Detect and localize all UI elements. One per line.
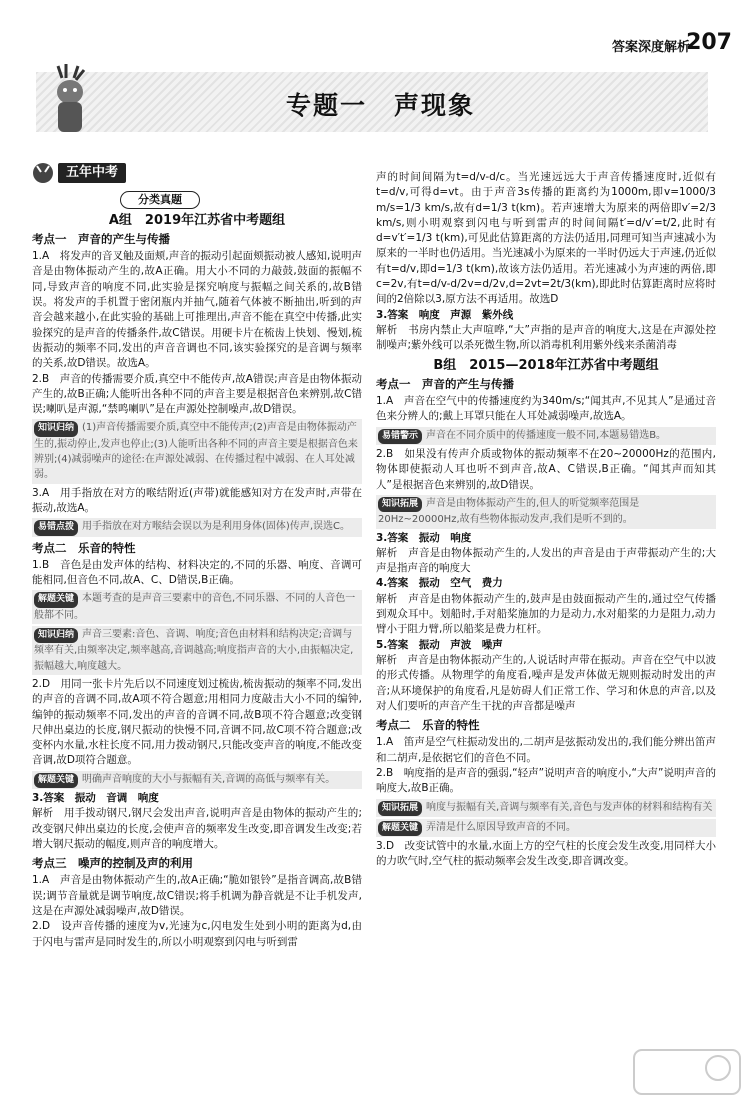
five-year-badge [32, 162, 126, 184]
tip-text: 弄清是什么原因导致声音的不同。 [426, 821, 577, 833]
section-label: 答案深度解析 [611, 40, 690, 55]
answer-item: 2.B 如果没有传声介质或物体的振动频率不在20~20000Hz的范围内,物体即使振动人耳也听不到声音,故A、C错误,B正确。“闻其声而知其人”是根据音色来辨别的,故D错误。 [376, 448, 716, 491]
watermark-logo [632, 1046, 742, 1098]
tip-text: 明确声音响度的大小与振幅有关,音调的高低与频率有关。 [82, 773, 336, 785]
analysis-text: 解析 声音是由物体振动产生的,鼓声是由鼓面振动产生的,通过空气传播到观众耳中。划船时,手对船桨施加的力是动力,水对船桨的力是阻力,动力臂小于阻力臂,所以船桨是费力杠杆。 [376, 592, 716, 636]
category-tag: 分类真题 [120, 191, 200, 208]
answer-item: 2.B 声音的传播需要介质,真空中不能传声,故A错误;声音是由物体振动产生的,故B正确;人能听出各种不同的声音主要是根据音色来辨别,故C错误;喇叭是声源,“禁鸣喇叭”是在声源处控制噪声,故D错误。 [32, 372, 362, 416]
tip-chip: 解题关键 [34, 773, 78, 788]
tip-box [32, 419, 362, 483]
tip-chip: 易错警示 [378, 429, 422, 444]
analysis-text: 声的时间间隔为t=d/v-d/c。当光速远远大于声音传播速度时,近似有t=d/v,可得d=vt。由于声音3s传播的距离约为1000m,即v=1000/3 m/s=1/3 km/s,故有d=1/3 t(km)。若声速增大为原来的两倍即v′=2/3 km/s,则小明观察到闪电与听到雷声的时间间隔t′=d/v′=t/2,此时有d=v′t′=1/3 t(km),可见此估算距离的方法仍适用,同理可知当声速减小为原来的一半时也仍适用。当光速减小为原来的一半时仍远大于声速,仍近似有t=d/v,即d=1/3 t(km),故该方法仍适用。若光速减小为声速的两倍,即c=2v,有t=d/v-d/2v=d/2v,d=2vt=2t/3(km),即此时估算距离时应将时间的2倍除以3,原方法不再适用。故选D [376, 171, 716, 306]
topic-heading: 考点二 乐音的特性 [376, 718, 480, 733]
topic-heading: 考点一 声音的产生与传播 [32, 231, 170, 246]
tip-box [32, 590, 362, 624]
tip-text: (1)声音传播需要介质,真空中不能传声;(2)声音是由物体振动产生的,振动停止,发声也停止;(3)人能听出各种不同的声音主要是根据音色来辨别;(4)减弱噪声的途径:在声源处减弱、在传播过程中减弱、在人耳处减弱。 [34, 422, 358, 481]
tip-text: 声音是由物体振动产生的,但人的听觉频率范围是20Hz~20000Hz,故有些物体振动发声,我们是听不到的。 [378, 497, 640, 526]
answer-item: 4.答案 振动 空气 费力 [376, 577, 503, 590]
tip-chip: 知识拓展 [378, 801, 422, 816]
tip-box [376, 495, 716, 529]
answer-item: 2.B 响度指的是声音的强弱,“轻声”说明声音的响度小,“大声”说明声音的响度大,故B正确。 [376, 766, 716, 795]
answer-item: 1.A 笛声是空气柱振动发出的,二胡声是弦振动发出的,我们能分辨出笛声和二胡声,是依据它们的音色不同。 [376, 736, 716, 764]
tip-text: 声音在不同介质中的传播速度一般不同,本题易错选B。 [426, 429, 667, 441]
deer-badge-icon [32, 162, 54, 184]
right-column [376, 170, 716, 870]
tip-chip: 知识拓展 [378, 497, 422, 512]
topic-heading: 考点三 噪声的控制及声的利用 [32, 856, 193, 871]
answer-item: 2.D 设声音传播的速度为v,光速为c,闪电发生处到小明的距离为d,由于闪电与雷声是同时发生的,所以小明观察到闪电与听到雷 [32, 920, 362, 948]
answer-item: 3.A 用手指放在对方的喉结附近(声带)就能感知对方在发声时,声带在振动,故选A。 [32, 486, 362, 514]
page-number: 207 [686, 30, 732, 55]
tip-box [32, 518, 362, 536]
tip-text: 本题考查的是声音三要素中的音色,不同乐器、不同的人音色一般都不同。 [34, 593, 356, 621]
tip-text: 响度与振幅有关,音调与频率有关,音色与发声体的材料和结构有关 [426, 801, 713, 813]
analysis-text: 解析 声音是由物体振动产生的,人说话时声带在振动。声音在空气中以波的形式传播。从物理学的角度看,噪声是发声体做无规则振动时发出的声音;从环境保护的角度看,凡是妨碍人们正常工作、学习和休息的声音,以及对人们要听的声音产生干扰的声音都是噪声 [376, 653, 716, 712]
tip-box [376, 799, 716, 817]
answer-item: 5.答案 振动 声波 噪声 [376, 638, 503, 651]
answer-item: 2.D 用同一张卡片先后以不同速度划过梳齿,梳齿振动的频率不同,发出的声音的音调不同,故A项不符合题意;用相同力度敲击大小不同的编钟,编钟的振动频率不同,发出的声音的音调不同,故B项不符合题意;改变钢尺伸出桌边的长度,钢尺振动的快慢不同,音调不同,故C项不符合题意;改变杯内水量,水柱长度不同,用力拨动钢尺,只能改变声音的响度,不能改变音调,故D项符合题意。 [32, 677, 362, 767]
answer-item: 1.A 将发声的音叉触及面颊,声音的振动引起面颊振动被人感知,说明声音是由物体振动产生的,故A正确。用大小不同的力敲鼓,鼓面的振幅不同,导致声音的响度不同,此实验是探究响度与振幅之间关系的,故B错误。将发声的手机置于密闭瓶内并抽气,随着气体被不断抽出,听到的声音会越来越小,在此实验的基础上可推理出,声音不能在真空中传播,此实验探究的是声音的传播条件,故C错误。用硬卡片在梳齿上快划、慢划,梳齿振动的频率不同,发出的声音音调也不同,该实验探究的是音调与频率的关系,故D错误。故选A。 [32, 250, 362, 370]
chapter-title: 专题一 声现象 [286, 91, 476, 120]
tip-box [376, 427, 716, 445]
analysis-text: 解析 书房内禁止大声喧哗,“大”声指的是声音的响度大,这是在声源处控制噪声;紫外线可以杀死微生物,所以消毒机利用紫外线来杀菌消毒 [376, 323, 716, 352]
tip-box [32, 626, 362, 675]
answer-item: 1.A 声音是由物体振动产生的,故A正确;“脆如银铃”是指音调高,故B错误;调节音量就是调节响度,故C错误;将手机调为静音就是不让手机发声,这是在声源处减弱噪声,故D错误。 [32, 874, 362, 918]
tip-chip: 易错点拨 [34, 520, 78, 535]
page-header [0, 0, 750, 62]
group-heading: A组 2019年江苏省中考题组 [108, 212, 286, 228]
left-column [32, 162, 362, 950]
topic-heading: 考点二 乐音的特性 [32, 540, 136, 555]
five-year-label: 五年中考 [58, 163, 126, 182]
analysis-text: 解析 声音是由物体振动产生的,人发出的声音是由于声带振动产生的;大声是指声音的响度大 [376, 546, 716, 575]
answer-item: 3.答案 振动 音调 响度 [32, 791, 159, 804]
title-banner [36, 72, 708, 132]
deer-mascot-icon [44, 62, 96, 136]
answer-item: 1.B 音色是由发声体的结构、材料决定的,不同的乐器、响度、音调可能相同,但音色不同,故A、C、D错误,B正确。 [32, 558, 362, 587]
tip-box [32, 771, 362, 789]
tip-chip: 解题关键 [378, 821, 422, 836]
tip-text: 声音三要素:音色、音调、响度;音色由材料和结构决定;音调与频率有关,由频率决定,频率越高,音调越高;响度指声音的大小,由振幅决定,振幅越大,响度越大。 [34, 629, 354, 672]
tip-chip: 知识归纳 [34, 628, 78, 643]
answer-item: 3.答案 响度 声源 紫外线 [376, 308, 514, 321]
tip-box [376, 819, 716, 837]
analysis-text: 解析 用手拨动钢尺,钢尺会发出声音,说明声音是由物体的振动产生的;改变钢尺伸出桌边的长度,会使声音的频率发生改变,即音调发生改变;若增大钢尺振动的幅度,则声音的响度增大。 [32, 807, 362, 850]
topic-heading: 考点一 声音的产生与传播 [376, 376, 514, 391]
answer-item: 3.D 改变试管中的水量,水面上方的空气柱的长度会发生改变,用同样大小的力吹气时,空气柱的振动频率会发生改变,即音调改变。 [376, 840, 716, 868]
answer-item: 1.A 声音在空气中的传播速度约为340m/s;“闻其声,不见其人”是通过音色来分辨人的;戴上耳罩只能在人耳处减弱噪声,故选A。 [376, 395, 716, 423]
tip-chip: 解题关键 [34, 592, 78, 607]
group-heading: B组 2015—2018年江苏省中考题组 [433, 357, 659, 373]
tip-text: 用手指放在对方喉结会误以为是利用身体(固体)传声,误选C。 [82, 521, 350, 533]
answer-item: 3.答案 振动 响度 [376, 531, 472, 544]
tip-chip: 知识归纳 [34, 421, 78, 436]
